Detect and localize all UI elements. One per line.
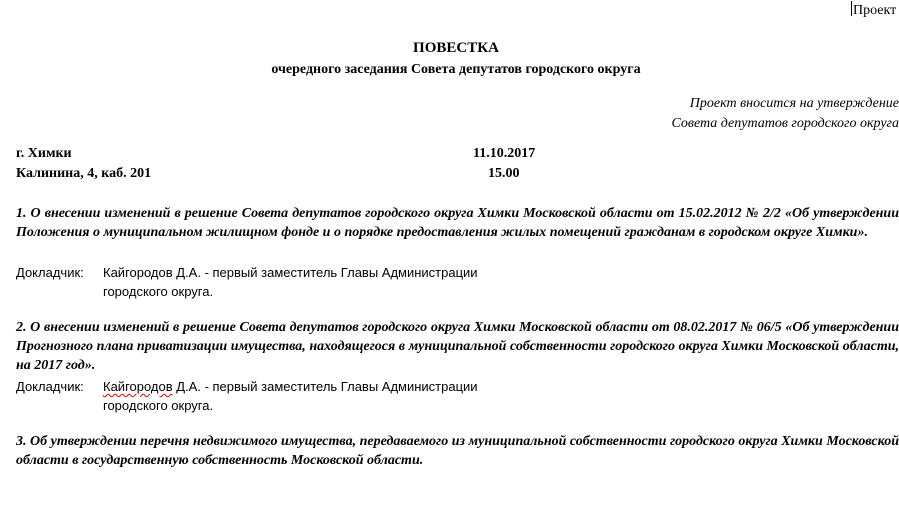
meeting-time: 15.00 bbox=[488, 166, 520, 181]
speaker-text bbox=[103, 377, 543, 415]
speaker-position: Д.А. - первый заместитель Главы Администрации городского округа. bbox=[103, 379, 478, 413]
text-cursor bbox=[851, 1, 852, 16]
agenda-item-1: 1. О внесении изменений в решение Совета депутатов городского округа Химки Московской области от 15.02.2012 № 2/2 «Об утверждении Положения о муниципальном жилищном фонде и о порядке предоставления жилых помещений гражданам в городском округе Химки». bbox=[16, 206, 899, 240]
agenda-item-3: 3. Об утверждении перечня недвижимого имущества, передаваемого из муниципальной собственности городского округа Химки Московской области в государственную собственность Московской области. bbox=[16, 434, 899, 468]
speaker-position: Д.А. - первый заместитель Главы Администрации городского округа. bbox=[103, 265, 478, 299]
speaker-label: Докладчик: bbox=[16, 379, 84, 394]
approval-note-line-2: Совета депутатов городского округа bbox=[671, 116, 899, 131]
approval-note bbox=[299, 94, 899, 134]
meeting-city: г. Химки bbox=[16, 146, 72, 161]
draft-label-text: Проект bbox=[853, 3, 897, 18]
speaker-name-spellcheck[interactable]: Кайгородов bbox=[103, 379, 173, 394]
draft-label bbox=[851, 1, 896, 19]
speaker-label: Докладчик: bbox=[16, 265, 84, 280]
document-subtitle: очередного заседания Совета депутатов городского округа bbox=[271, 62, 641, 77]
meeting-address: Калинина, 4, каб. 201 bbox=[16, 166, 152, 181]
document-title: ПОВЕСТКА bbox=[413, 40, 499, 56]
speaker-text bbox=[103, 263, 543, 301]
speaker-name: Кайгородов bbox=[103, 265, 173, 280]
agenda-item-2: 2. О внесении изменений в решение Совета депутатов городского округа Химки Московской области от 08.02.2017 № 06/5 «Об утверждении Прогнозного плана приватизации имущества, находящегося в муниципальной собственности городского округа Химки Московской области, на 2017 год». bbox=[16, 320, 899, 373]
approval-note-line-1: Проект вносится на утверждение bbox=[689, 96, 899, 111]
meeting-date: 11.10.2017 bbox=[473, 146, 536, 161]
